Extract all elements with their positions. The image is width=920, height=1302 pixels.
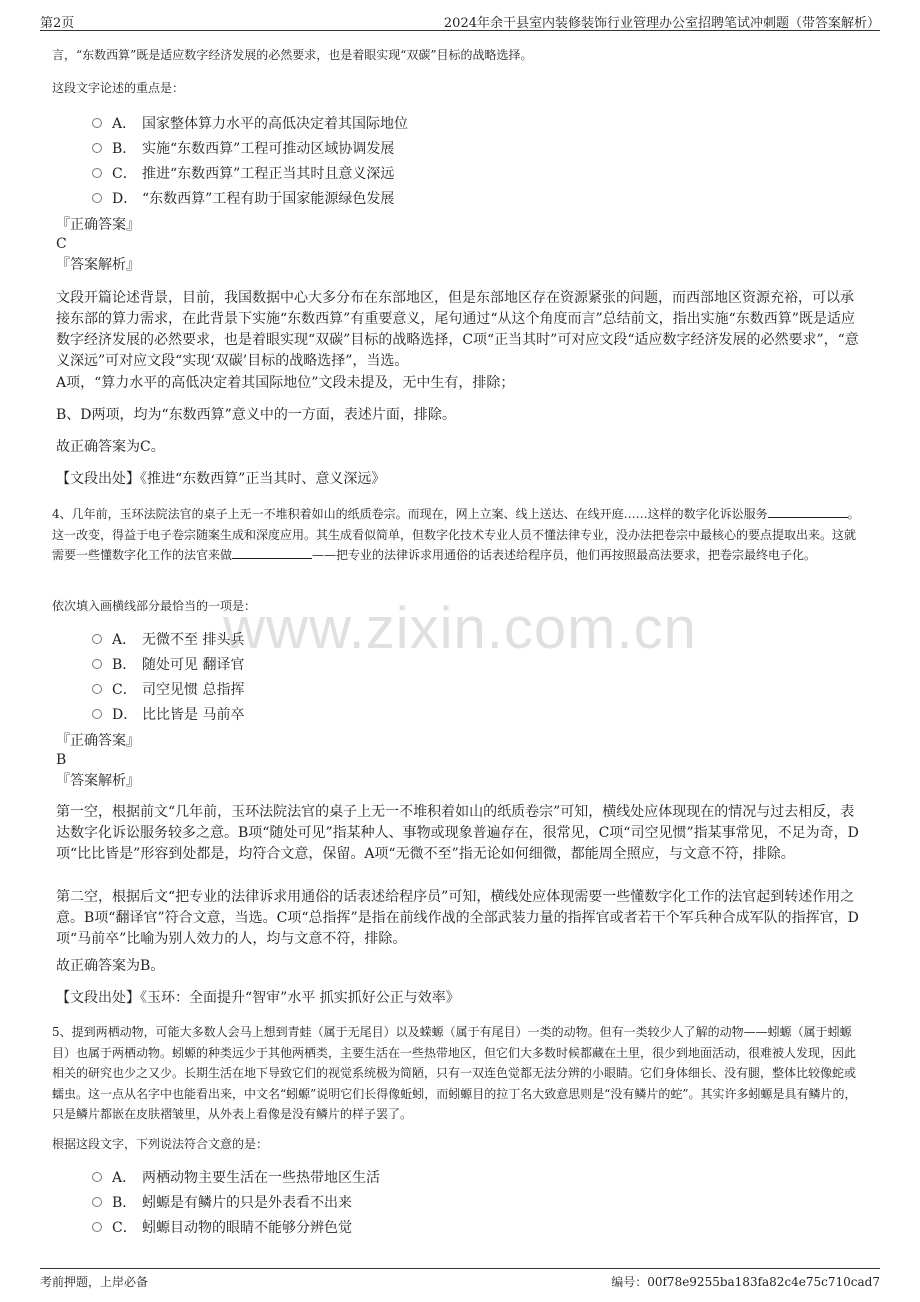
q4-option-c[interactable]: C． 司空见惯 总指挥 xyxy=(92,680,244,700)
radio-icon[interactable] xyxy=(92,193,102,203)
q4-prompt: 依次填入画横线部分最恰当的一项是： xyxy=(52,599,257,613)
q5-option-a[interactable]: A． 两栖动物主要生活在一些热带地区生活 xyxy=(92,1168,380,1188)
q4-option-a[interactable]: A． 无微不至 排头兵 xyxy=(92,630,244,650)
q4-analysis-blank-1: 第一空，根据前文“几年前，玉环法院法官的桌子上无一不堆积着如山的纸质卷宗”可知，横线处应体现现在的情况与过去相反，表达数字化诉讼服务较多之意。B项“随处可见”指某种人、事物或现象普遍存在，很常见，C项“司空见惯”指某事常见，不足为奇，D项“比比皆是”形容到处都是，均符合文意，保留。A项“无微不至”指无论如何细微，都能周全照应，与文意不符，排除。 xyxy=(56,804,859,862)
q3-stem-tail: 言，“东数西算”既是适应数字经济发展的必然要求，也是着眼实现“双碳”目标的战略选择。 xyxy=(52,48,533,62)
radio-icon[interactable] xyxy=(92,168,102,178)
q3-prompt: 这段文字论述的重点是： xyxy=(52,81,185,95)
q3-analysis-option-a: A项，“算力水平的高低决定着其国际地位”文段未提及，无中生有，排除； xyxy=(56,375,515,391)
q3-option-d[interactable]: D． “东数西算”工程有助于国家能源绿色发展 xyxy=(92,189,394,209)
q4-answer-label: 『正确答案』 xyxy=(56,733,140,749)
q4-analysis-label: 『答案解析』 xyxy=(56,773,140,789)
radio-icon[interactable] xyxy=(92,118,102,128)
q5-option-c[interactable]: C． 蚓螈目动物的眼睛不能够分辨色觉 xyxy=(92,1218,352,1238)
q3-answer: C xyxy=(56,236,67,252)
q3-source: 【文段出处】《推进“东数西算”正当其时、意义深远》 xyxy=(56,471,386,487)
page-header xyxy=(40,10,880,31)
radio-icon[interactable] xyxy=(92,659,102,669)
radio-icon[interactable] xyxy=(92,143,102,153)
q3-analysis-paragraph: 文段开篇论述背景，目前，我国数据中心大多分布在东部地区，但是东部地区存在资源紧张的问题，而西部地区资源充裕，可以承接东部的算力需求，在此背景下实施“东数西算”有重要意义，尾句通过“从这个角度而言”总结前文，指出实施“东数西算”既是适应数字经济发展的必然要求，也是着眼实现“双碳”目标的战略选择，C项“正当其时”可对应文段“适应数字经济发展的必然要求”，“意义深远”可对应文段“实现‘双碳’目标的战略选择”，当选。 xyxy=(56,290,859,369)
radio-icon[interactable] xyxy=(92,634,102,644)
footer-slogan: 考前押题，上岸必备 xyxy=(40,1275,149,1289)
q4-answer: B xyxy=(56,752,67,768)
radio-icon[interactable] xyxy=(92,1172,102,1182)
q4-conclusion: 故正确答案为B。 xyxy=(56,958,165,974)
radio-icon[interactable] xyxy=(92,1222,102,1232)
q3-answer-label: 『正确答案』 xyxy=(56,217,140,233)
q3-conclusion: 故正确答案为C。 xyxy=(56,439,165,455)
q4-source: 【文段出处】《玉环：全面提升“智审”水平 抓实抓好公正与效率》 xyxy=(56,990,460,1006)
q5-stem: 5、提到两栖动物，可能大多数人会马上想到青蛙（属于无尾目）以及蝾螈（属于有尾目）一类的动物。但有一类较少人了解的动物——蚓螈（属于蚓螈目）也属于两栖动物。蚓螈的种类远少于其他两栖类，主要生活在一些热带地区，但它们大多数时候都藏在土里，很少到地面活动，很难被人发现，因此相关的研究也少之又少。长期生活在地下导致它们的视觉系统极为简陋，只有一双连色觉都无法分辨的小眼睛。它们身体细长、没有腿，整体比较像蛇或蠕虫。这一点从名字中也能看出来，中文名“蚓螈”说明它们长得像蚯蚓，而蚓螈目的拉丁名大致意思则是“没有鳞片的蛇”。其实许多蚓螈是具有鳞片的，只是鳞片都嵌在皮肤褶皱里，从外表上看像是没有鳞片的样子罢了。 xyxy=(52,1025,857,1121)
q4-option-d[interactable]: D． 比比皆是 马前卒 xyxy=(92,705,244,725)
q4-stem: 4、几年前，玉环法院法官的桌子上无一不堆积着如山的纸质卷宗。而现在，网上立案、线上送达、在线开庭……这样的数字化诉讼服务 。这一改变，得益于电子卷宗随案生成和深度应用。其生成看似简单，但数字化技术专业人员不懂法律专业，没办法把卷宗中最核心的要点提取出来。这就需要一些懂数字化工作的法官来做 ——把专业的法律诉求用通俗的话表述给程序员，他们再按照最高法要求，把卷宗最终电子化。 xyxy=(52,507,860,562)
q4-analysis-blank-2: 第二空，根据后文“把专业的法律诉求用通俗的话表述给程序员”可知，横线处应体现需要一些懂数字化工作的法官起到转述作用之意。B项“翻译官”符合文意，当选。C项“总指挥”是指在前线作战的全部武装力量的指挥官或者若干个军兵种合成军队的指挥官，D项“马前卒”比喻为别人效力的人，均与文意不符，排除。 xyxy=(56,889,859,947)
q3-option-c[interactable]: C． 推进“东数西算”工程正当其时且意义深远 xyxy=(92,164,394,184)
radio-icon[interactable] xyxy=(92,684,102,694)
q3-analysis-label: 『答案解析』 xyxy=(56,257,140,273)
fill-blank-1 xyxy=(768,507,848,518)
q4-option-b[interactable]: B． 随处可见 翻译官 xyxy=(92,655,244,675)
document-id: 编号：00f78e9255ba183fa82c4e75c710cad7 xyxy=(611,1275,880,1289)
radio-icon[interactable] xyxy=(92,1197,102,1207)
page-number: 第2页 xyxy=(40,16,75,31)
watermark: www.zixin.com.cn xyxy=(223,596,697,661)
q5-option-b[interactable]: B． 蚓螈是有鳞片的只是外表看不出来 xyxy=(92,1193,352,1213)
q5-prompt: 根据这段文字，下列说法符合文意的是： xyxy=(52,1137,269,1151)
q3-option-b[interactable]: B． 实施“东数西算”工程可推动区域协调发展 xyxy=(92,139,394,159)
document-title: 2024年余干县室内装修装饰行业管理办公室招聘笔试冲刺题（带答案解析） xyxy=(443,16,880,31)
page-footer xyxy=(40,1268,880,1291)
q3-option-a[interactable]: A． 国家整体算力水平的高低决定着其国际地位 xyxy=(92,114,408,134)
fill-blank-2 xyxy=(232,548,312,559)
q3-analysis-options-bd: B、D两项，均为“东数西算”意义中的一方面，表述片面，排除。 xyxy=(56,407,456,423)
radio-icon[interactable] xyxy=(92,709,102,719)
